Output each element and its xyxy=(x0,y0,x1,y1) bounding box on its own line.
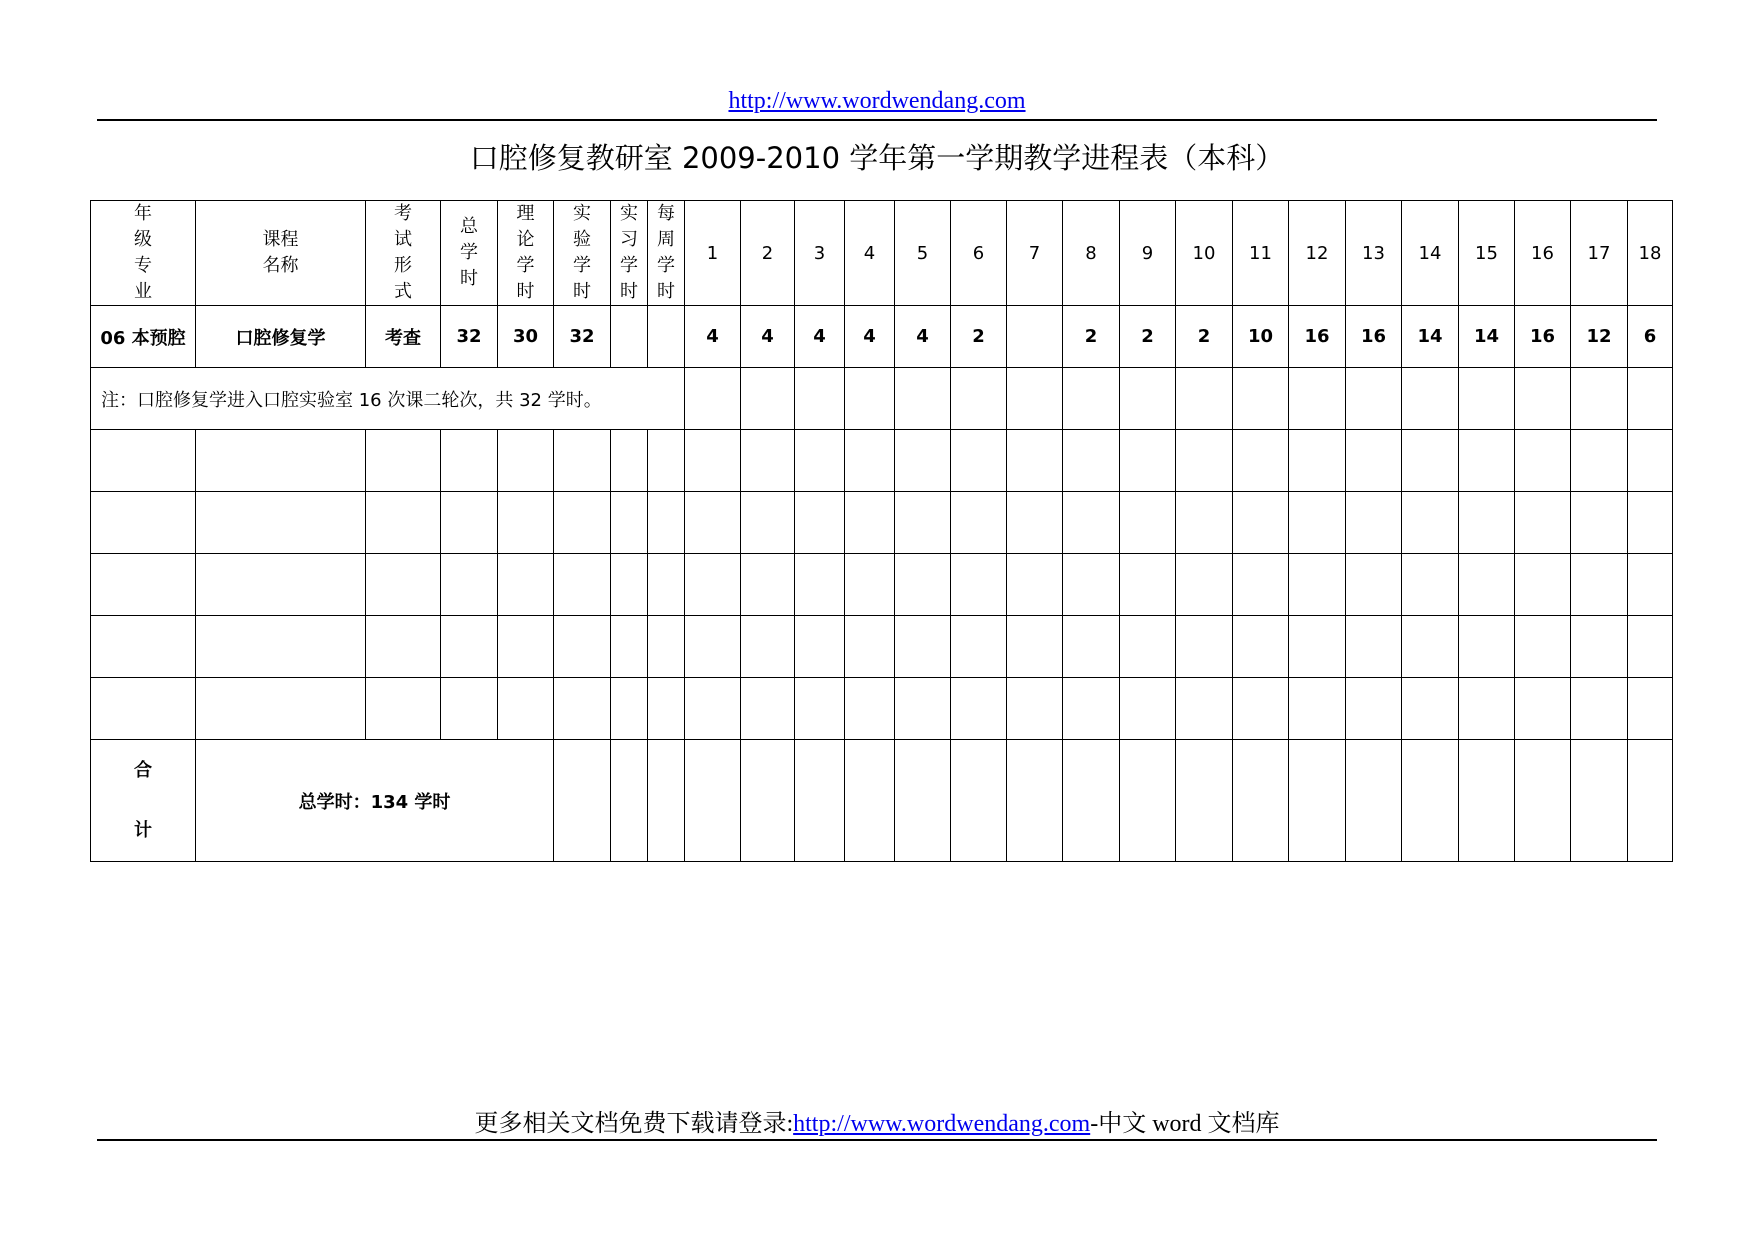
major-cell: 06 本预腔 xyxy=(91,306,196,368)
week-cell xyxy=(895,368,951,430)
header-week: 13 xyxy=(1346,201,1402,306)
header-week: 12 xyxy=(1289,201,1346,306)
header-week: 6 xyxy=(951,201,1007,306)
footer-rule xyxy=(97,1139,1657,1141)
week-cell: 4 xyxy=(795,306,845,368)
footer-link[interactable]: http://www.wordwendang.com xyxy=(793,1111,1091,1137)
week-cell: 12 xyxy=(1571,306,1628,368)
week-cell xyxy=(1120,368,1176,430)
header-week: 17 xyxy=(1571,201,1628,306)
header-week: 3 xyxy=(795,201,845,306)
header-week: 1 xyxy=(685,201,741,306)
header-lab-hours: 实 验 学 时 xyxy=(554,201,611,306)
practice-hours-cell xyxy=(611,306,648,368)
course-cell: 口腔修复学 xyxy=(196,306,366,368)
header-week: 10 xyxy=(1176,201,1233,306)
weekly-hours-cell xyxy=(648,306,685,368)
week-cell xyxy=(1346,368,1402,430)
header-major: 年 级 专 业 xyxy=(91,201,196,306)
week-cell: 10 xyxy=(1233,306,1289,368)
header-total-hours: 总 学 时 xyxy=(441,201,498,306)
header-practice-hours: 实 习 学 时 xyxy=(611,201,648,306)
week-cell xyxy=(1402,368,1459,430)
lab-hours-cell: 32 xyxy=(554,306,611,368)
schedule-table xyxy=(90,200,1673,862)
header-week: 7 xyxy=(1007,201,1063,306)
week-cell: 4 xyxy=(685,306,741,368)
footer xyxy=(0,1103,1754,1138)
week-cell xyxy=(1233,368,1289,430)
header-week: 18 xyxy=(1628,201,1673,306)
week-cell xyxy=(1289,368,1346,430)
week-cell: 4 xyxy=(845,306,895,368)
header-weekly-hours: 每 周 学 时 xyxy=(648,201,685,306)
total-label: 合 计 xyxy=(91,740,196,862)
week-cell: 16 xyxy=(1289,306,1346,368)
header-week: 8 xyxy=(1063,201,1120,306)
total-hours-summary: 总学时：134 学时 xyxy=(196,740,554,862)
header-week: 2 xyxy=(741,201,795,306)
header-week: 16 xyxy=(1515,201,1571,306)
theory-hours-cell: 30 xyxy=(498,306,554,368)
header-course: 课程 名称 xyxy=(196,201,366,306)
note-text: 注：口腔修复学进入口腔实验室 16 次课二轮次，共 32 学时。 xyxy=(91,368,685,430)
week-cell: 16 xyxy=(1346,306,1402,368)
week-cell xyxy=(1176,368,1233,430)
week-cell xyxy=(1515,368,1571,430)
footer-suffix: -中文 word 文档库 xyxy=(1090,1111,1280,1137)
week-cell: 14 xyxy=(1402,306,1459,368)
empty-row xyxy=(91,616,1673,678)
week-cell: 2 xyxy=(1176,306,1233,368)
week-cell xyxy=(951,368,1007,430)
header-week: 9 xyxy=(1120,201,1176,306)
week-cell xyxy=(795,368,845,430)
exam-cell: 考查 xyxy=(366,306,441,368)
empty-row xyxy=(91,430,1673,492)
week-cell xyxy=(741,368,795,430)
week-cell: 2 xyxy=(1063,306,1120,368)
empty-row xyxy=(91,678,1673,740)
week-cell xyxy=(685,368,741,430)
week-cell: 4 xyxy=(895,306,951,368)
total-hours-cell: 32 xyxy=(441,306,498,368)
header-theory-hours: 理 论 学 时 xyxy=(498,201,554,306)
week-cell xyxy=(1459,368,1515,430)
week-cell: 16 xyxy=(1515,306,1571,368)
week-cell xyxy=(1007,306,1063,368)
week-cell: 6 xyxy=(1628,306,1673,368)
header-week: 15 xyxy=(1459,201,1515,306)
week-cell: 2 xyxy=(1120,306,1176,368)
header-link[interactable]: http://www.wordwendang.com xyxy=(728,88,1026,114)
page-title: 口腔修复教研室 2009-2010 学年第一学期教学进程表（本科） xyxy=(469,141,1285,175)
header-week: 14 xyxy=(1402,201,1459,306)
header-week: 5 xyxy=(895,201,951,306)
week-cell xyxy=(845,368,895,430)
note-row xyxy=(91,368,1673,430)
table-row xyxy=(91,306,1673,368)
header-exam: 考 试 形 式 xyxy=(366,201,441,306)
week-cell xyxy=(1007,368,1063,430)
empty-row xyxy=(91,554,1673,616)
header-rule xyxy=(97,119,1657,121)
week-cell: 4 xyxy=(741,306,795,368)
header-week: 11 xyxy=(1233,201,1289,306)
footer-prefix: 更多相关文档免费下载请登录: xyxy=(474,1111,794,1137)
week-cell xyxy=(1063,368,1120,430)
week-cell: 14 xyxy=(1459,306,1515,368)
week-cell: 2 xyxy=(951,306,1007,368)
header-row xyxy=(91,201,1673,306)
total-row xyxy=(91,740,1673,862)
week-cell xyxy=(1571,368,1628,430)
week-cell xyxy=(1628,368,1673,430)
header-week: 4 xyxy=(845,201,895,306)
empty-row xyxy=(91,492,1673,554)
